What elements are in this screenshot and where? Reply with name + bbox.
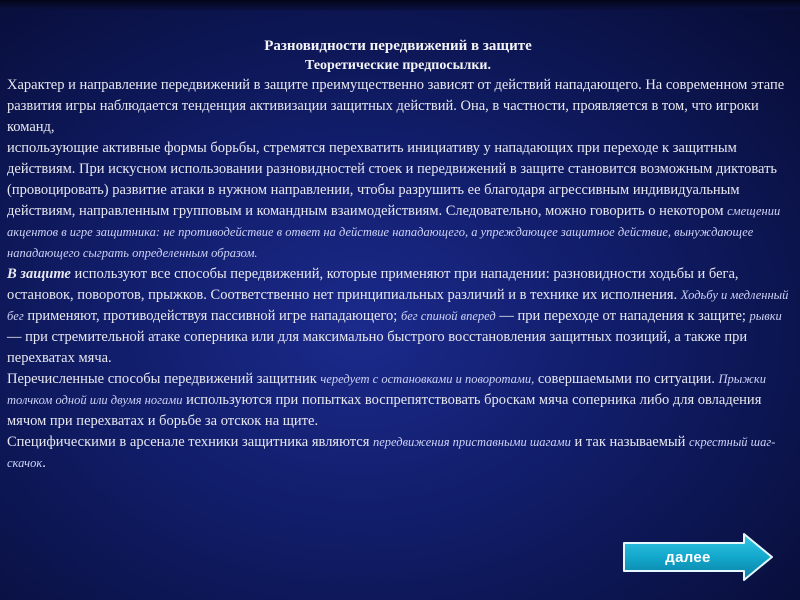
paragraph-2 <box>7 264 789 369</box>
next-button-label: далее <box>665 549 711 566</box>
paragraph-3-highlight-2: Прыжки толчком одной или двумя ногами <box>7 372 766 407</box>
paragraph-3-text-3: используются при попытках воспрепятствовать броскам мяча соперника либо для овладения мячом при перехватах и борьбе за отскок на щите. <box>7 392 762 429</box>
slide-content <box>7 36 789 474</box>
paragraph-3-text-2: совершаемыми по ситуации. <box>534 371 719 387</box>
paragraph-2-text-1: используют все способы передвижений, которые применяют при нападении: разновидности ходьбы и бега, остановок, поворотов, прыжков. Соответственно нет принципиальных различий и в технике их исполнения. <box>7 266 739 303</box>
paragraph-2-lead: В защите <box>7 266 71 282</box>
paragraph-4-text-3: . <box>42 455 46 471</box>
paragraph-4-text-2: и так называемый <box>570 434 690 450</box>
paragraph-1-text-a: Характер и направление передвижений в защите преимущественно зависят от действий нападающего. На современном этапе развития игры наблюдается тенденция активизации защитных действий. Она, в частности, проявляется в том, что игроки команд, <box>7 77 785 135</box>
paragraph-4 <box>7 432 789 474</box>
slide-title: Разновидности передвижений в защите <box>264 38 532 54</box>
paragraph-4-highlight-2: скрестный шаг-скачок <box>7 435 776 470</box>
top-bar <box>0 0 800 10</box>
paragraph-2-text-2: применяют, противодействуя пассивной игре нападающего; <box>23 308 401 324</box>
paragraph-1-text-b: использующие активные формы борьбы, стремятся перехватить инициативу у нападающих при переходе к защитным действиям. При искусном использовании разновидностей стоек и передвижений в защите становится возможным диктовать (провоцировать) развитие атаки в нужном направлении, чтобы разрушить ее благодаря агрессивным индивидуальным действиям, направленным групповым и командным взаимодействиям. Следовательно, можно говорить о некотором <box>7 140 778 219</box>
paragraph-2-text-3: — при переходе от нападения к защите; <box>495 308 750 324</box>
paragraph-3-highlight-1: чередует с остановками и поворотами, <box>320 372 535 386</box>
next-button[interactable] <box>622 532 774 582</box>
slide-subtitle: Теоретические предпосылки. <box>305 58 491 73</box>
paragraph-1-highlight: смещении акцентов в игре защитника: не противодействие в ответ на действие нападающего, а упреждающее защитное действие, вынуждающее нападающего сыграть определенным образом. <box>7 204 781 260</box>
paragraph-1 <box>7 75 789 264</box>
paragraph-3-text-1: Перечисленные способы передвижений защитник <box>7 371 321 387</box>
paragraph-2-highlight-2: бег спиной вперед <box>400 309 496 323</box>
paragraph-2-highlight-1: Ходьбу и медленный бег <box>7 288 789 323</box>
paragraph-4-highlight-1: передвижения приставными шагами <box>372 435 571 449</box>
paragraph-3 <box>7 369 789 432</box>
paragraph-2-text-4: — при стремительной атаке соперника или для максимально быстрого восстановления защитных позиций, а также при перехватах мяча. <box>7 329 748 366</box>
paragraph-2-highlight-3: рывки <box>749 309 782 323</box>
paragraph-4-text-1: Специфическими в арсенале техники защитника являются <box>7 434 373 450</box>
